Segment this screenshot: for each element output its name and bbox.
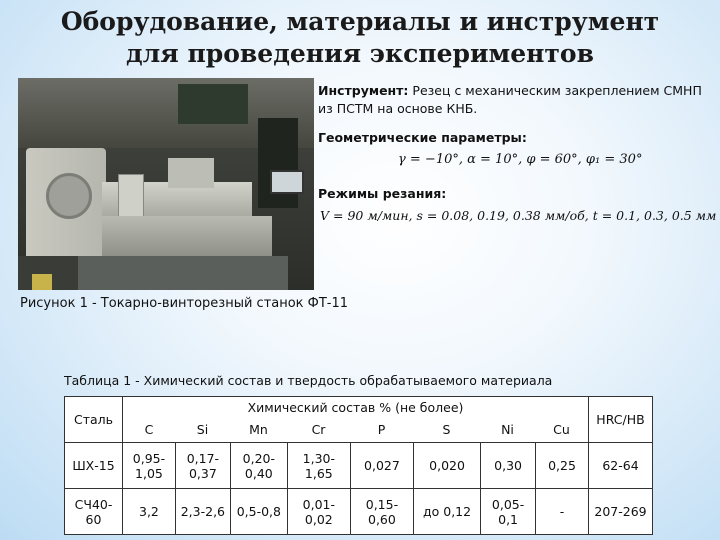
steel-cell: ШХ-15 xyxy=(65,443,123,489)
value-cell: 0,15- 0,60 xyxy=(350,489,413,535)
steel-cell: СЧ40- 60 xyxy=(65,489,123,535)
value-cell: 2,3-2,6 xyxy=(175,489,230,535)
chem-header: Химический состав % (не более) xyxy=(247,399,464,415)
value-cell: 0,30 xyxy=(481,443,536,489)
steel-header-cell xyxy=(65,397,123,443)
value-cell: 0,05- 0,1 xyxy=(481,489,536,535)
table-row xyxy=(65,443,653,489)
value-cell: 0,020 xyxy=(413,443,480,489)
element-header: Mn xyxy=(249,421,268,437)
hardness-cell: 62-64 xyxy=(589,443,653,489)
value-cell: 3,2 xyxy=(123,489,176,535)
element-header: S xyxy=(442,421,451,437)
value-cell: - xyxy=(536,489,589,535)
geometry-formula: γ = −10°, α = 10°, φ = 60°, φ₁ = 30° xyxy=(398,152,643,167)
element-header-row xyxy=(123,418,588,442)
table-header-row xyxy=(65,397,653,443)
photo-caption: Рисунок 1 - Токарно-винторезный станок ФТ-11 xyxy=(20,296,349,311)
element-header: P xyxy=(377,421,386,437)
table-caption: Таблица 1 - Химический состав и твердость обрабатываемого материала xyxy=(64,373,553,388)
value-cell: 0,25 xyxy=(536,443,589,489)
geometry-label: Геометрические параметры: xyxy=(318,130,527,145)
table-row xyxy=(65,489,653,535)
element-header: Ni xyxy=(501,421,514,437)
value-cell: 0,20- 0,40 xyxy=(230,443,287,489)
slide-title xyxy=(0,6,720,70)
tool-description xyxy=(318,82,708,118)
value-cell: до 0,12 xyxy=(413,489,480,535)
lathe-photo xyxy=(18,78,314,290)
cutting-label: Режимы резания: xyxy=(318,186,447,201)
steel-header: Сталь xyxy=(73,412,114,427)
tool-text: Резец с механическим закреплением СМНП из ПСТМ на основе КНБ. xyxy=(318,83,702,116)
title-line-2: для проведения экспериментов xyxy=(126,39,594,68)
hardness-header: HRC/HB xyxy=(596,412,645,427)
cutting-formula: V = 90 м/мин, s = 0.08, 0.19, 0.38 мм/об, t = 0.1, 0.3, 0.5 мм xyxy=(320,208,717,223)
element-header: Si xyxy=(196,421,209,437)
element-header: Cr xyxy=(311,421,326,437)
title-line-1: Оборудование, материалы и инструмент xyxy=(60,7,660,36)
value-cell: 0,01- 0,02 xyxy=(287,489,350,535)
value-cell: 0,5-0,8 xyxy=(230,489,287,535)
chem-header-cell xyxy=(123,397,589,443)
hardness-cell: 207-269 xyxy=(589,489,653,535)
tool-label: Инструмент: xyxy=(318,83,409,98)
value-cell: 0,027 xyxy=(350,443,413,489)
value-cell: 0,95- 1,05 xyxy=(123,443,176,489)
value-cell: 1,30- 1,65 xyxy=(287,443,350,489)
value-cell: 0,17- 0,37 xyxy=(175,443,230,489)
hardness-header-cell xyxy=(589,397,653,443)
element-header: Cu xyxy=(553,421,570,437)
element-header: C xyxy=(144,421,154,437)
chemical-composition-table xyxy=(64,396,653,535)
